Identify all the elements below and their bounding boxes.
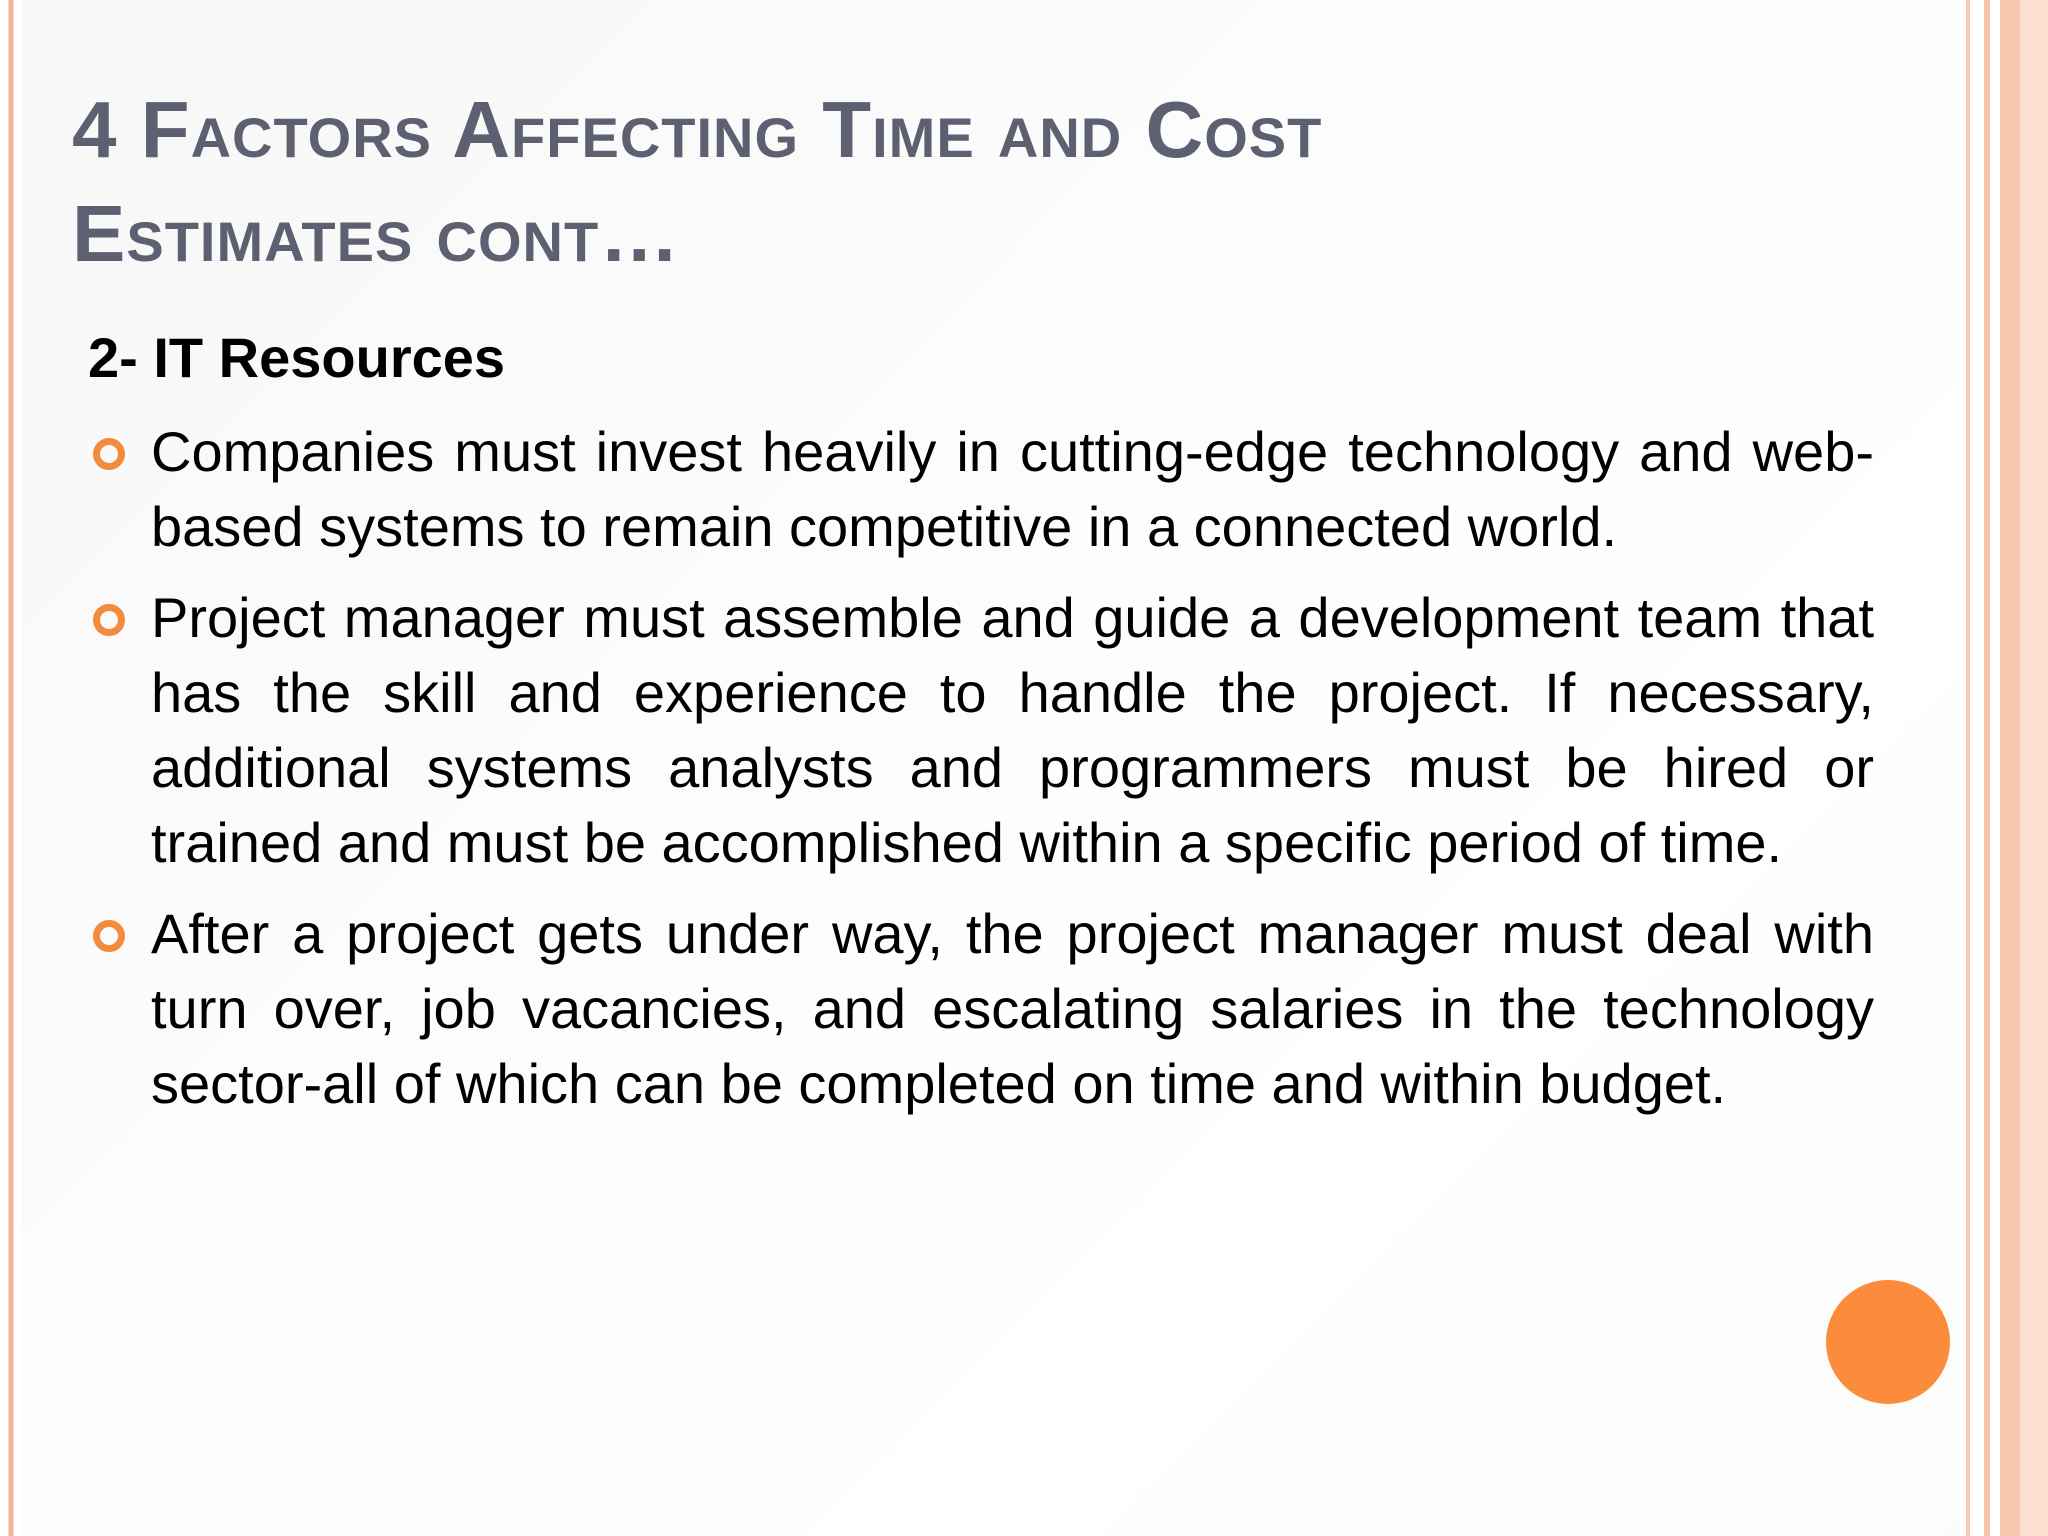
left-border-decoration xyxy=(0,0,22,1536)
bullet-item xyxy=(88,896,1874,1121)
slide-body xyxy=(88,318,1874,1137)
slide-title xyxy=(72,78,1572,286)
bullet-list xyxy=(88,414,1874,1121)
ring-bullet-icon xyxy=(93,438,125,470)
slide-title-line-1: 4 Factors Affecting Time and Cost xyxy=(72,85,1323,174)
accent-circle-decoration xyxy=(1826,1280,1950,1404)
ring-bullet-icon xyxy=(93,604,125,636)
ring-bullet-icon xyxy=(93,920,125,952)
bullet-text: Project manager must assemble and guide a development team that has the skill and experience to handle the project. If necessary, additional systems analysts and programmers must be hired or trained and must be accomplished within a specific period of time. xyxy=(151,586,1874,874)
bullet-text: Companies must invest heavily in cutting-edge technology and web-based systems to remain competitive in a connected world. xyxy=(151,420,1874,558)
section-subheading: 2- IT Resources xyxy=(88,326,506,389)
bullet-item xyxy=(88,580,1874,880)
bullet-text: After a project gets under way, the project manager must deal with turn over, job vacancies, and escalating salaries in the technology sector-all of which can be completed on time and within budget. xyxy=(151,902,1874,1115)
bullet-item xyxy=(88,414,1874,564)
slide-title-line-2: Estimates cont… xyxy=(72,189,681,278)
right-stripe-decoration xyxy=(1960,0,2048,1536)
